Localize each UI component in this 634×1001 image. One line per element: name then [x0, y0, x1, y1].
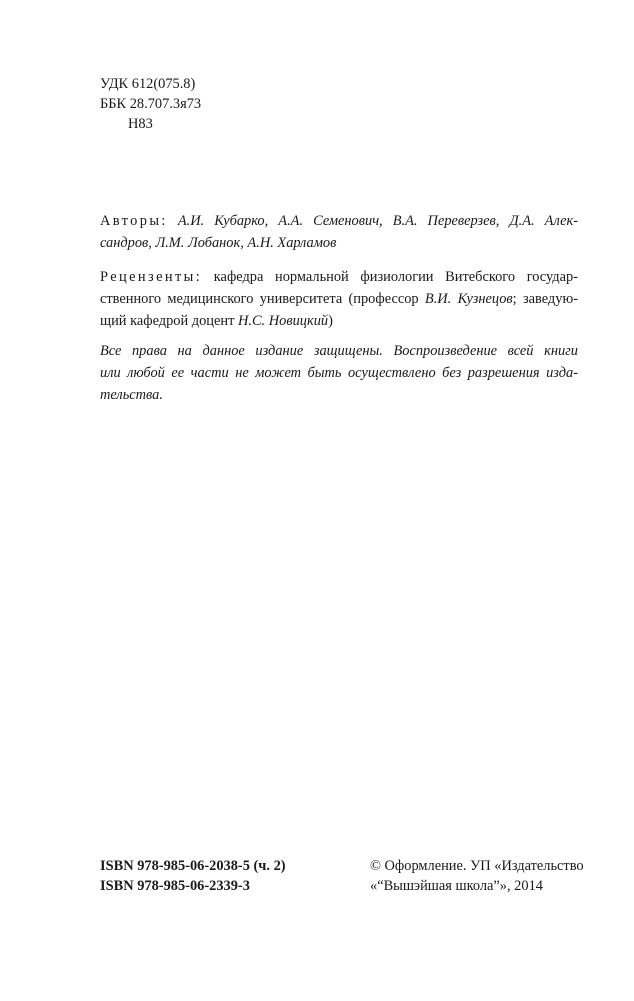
authors-label: Авторы: [100, 213, 168, 229]
reviewer-name-kuznetsov: В.И. Кузнецов [424, 291, 513, 307]
udk-code: УДК 612(075.8) [100, 76, 196, 92]
isbn-part-2: ISBN 978-985-06-2038-5 (ч. 2) [100, 858, 286, 874]
rights-notice [100, 340, 578, 406]
bbk-code: ББК 28.707.3я73 [100, 96, 202, 112]
reviewers-text-line-1: кафедра нормальной физиологии Витебского государ- [213, 269, 578, 285]
rights-line-3: тельства. [100, 387, 163, 403]
reviewer-name-novitsky: Н.С. Новицкий [237, 313, 329, 329]
reviewers-text-line-3-end: ) [328, 313, 333, 329]
copyright-line-2: «“Вышэйшая школа”», 2014 [370, 878, 543, 894]
reviewers-label: Рецензенты: [100, 269, 203, 285]
author-mark: Н83 [128, 116, 153, 132]
authors-names-line-2: сандров, Л.М. Лобанок, А.Н. Харламов [100, 235, 337, 251]
reviewers-text-line-3: щий кафедрой доцент [100, 313, 238, 329]
reviewers-block [100, 266, 578, 332]
rights-line-2: или любой ее части не может быть осуществлено без разрешения изда- [100, 365, 578, 381]
catalog-codes [100, 74, 578, 134]
copyright-notice [370, 856, 584, 896]
authors-block [100, 210, 578, 254]
reviewers-text-line-2: ственного медицинского университета (профессор [100, 291, 425, 307]
copyright-line-1: © Оформление. УП «Издательство [370, 858, 584, 874]
authors-names-line-1: А.И. Кубарко, А.А. Семенович, В.А. Переверзев, Д.А. Алек- [177, 213, 578, 229]
rights-line-1: Все права на данное издание защищены. Воспроизведение всей книги [100, 343, 578, 359]
isbn-block [100, 856, 286, 896]
reviewers-text-line-2-end: ; заведую- [512, 291, 578, 307]
isbn-set: ISBN 978-985-06-2339-3 [100, 878, 250, 894]
